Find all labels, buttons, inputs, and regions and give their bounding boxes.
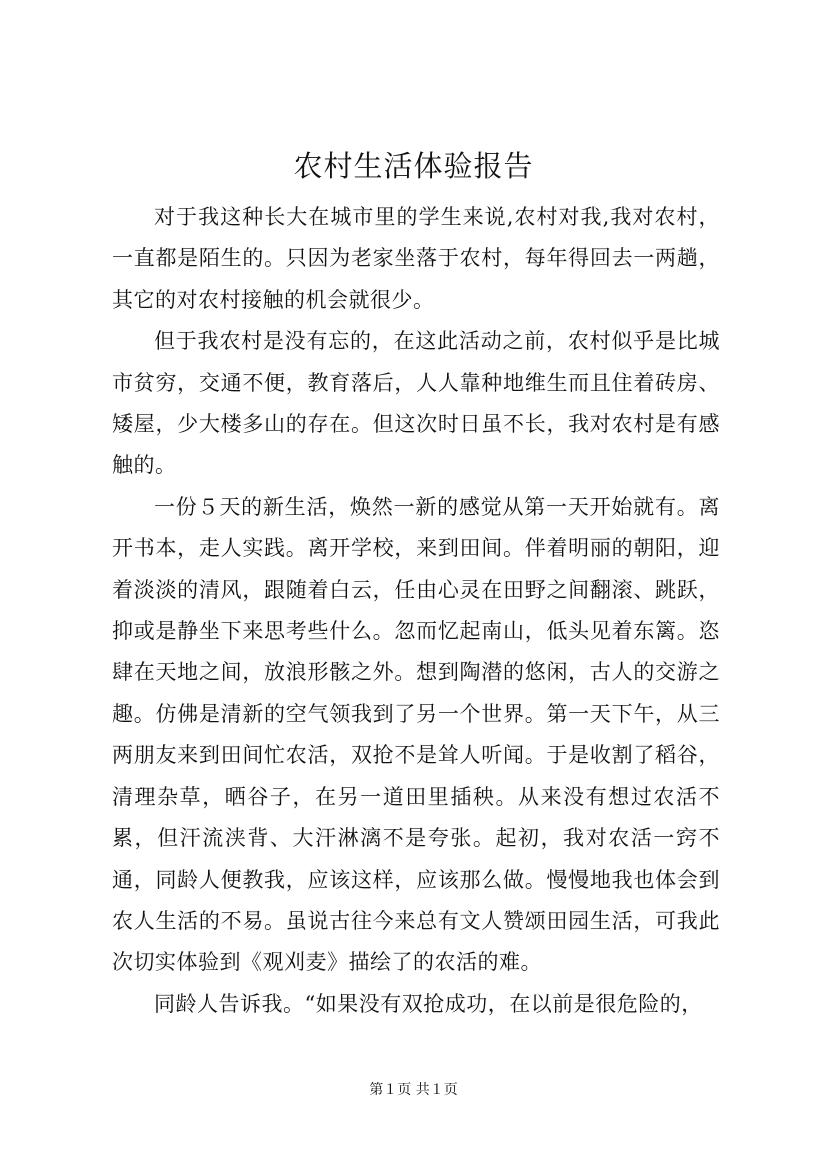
document-title: 农村生活体验报告 [293,149,534,183]
paragraph-4: 同龄人告诉我。“如果没有双抢成功，在以前是很危险的， [154,991,703,1016]
paragraph-3: 一份５天的新生活，焕然一新的感觉从第一天开始就有。离开书本，走人实践。离开学校，来到田间。伴着明丽的朝阳，迎着淡淡的清风，跟随着白云，任由心灵在田野之间翻滚、跳跃，抑或是静坐下来思考些什么。忽而忆起南山，低头见着东篱。恣肆在天地之间，放浪形骸之外。想到陶潜的悠闲，古人的交游之趣。仿佛是清新的空气领我到了另一个世界。第一天下午，从三两朋友来到田间忙农活，双抢不是耸人听闻。于是收割了稻谷，清理杂草，晒谷子，在另一道田里插秧。从来没有想过农活不累，但汗流浃背、大汗淋漓不是夸张。起初，我对农活一窍不通，同龄人便教我，应该这样，应该那么做。慢慢地我也体会到农人生活的不易。虽说古往今来总有文人赞颂田园生活，可我此次切实体验到《观刈麦》描绘了的农活的难。 [112,494,720,975]
paragraph-2: 但于我农村是没有忘的，在这此活动之前，农村似乎是比城市贫穷，交通不便，教育落后，人人靠种地维生而且住着砖房、矮屋，少大楼多山的存在。但这次时日虽不长，我对农村是有感触的。 [112,329,720,478]
page-footer: 第１页 共１页 [369,1082,458,1098]
document-body [112,197,720,1025]
paragraph-1: 对于我这种长大在城市里的学生来说,农村对我,我对农村，一直都是陌生的。只因为老家坐落于农村，每年得回去一两趟，其它的对农村接触的机会就很少。 [112,205,720,312]
